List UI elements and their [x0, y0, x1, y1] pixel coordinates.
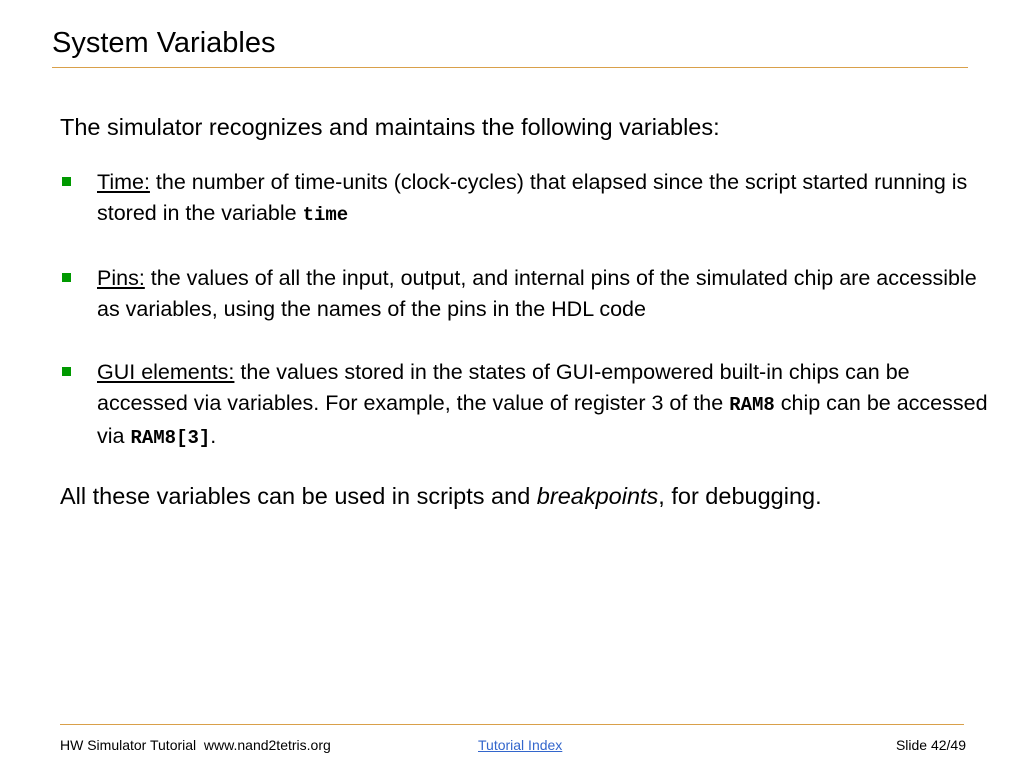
square-bullet-icon [62, 367, 71, 376]
list-item-pins [60, 263, 990, 325]
item-text: the number of time-units (clock-cycles) that elapsed since the script started running is stored in the variable [97, 170, 968, 225]
slide-number: Slide 42/49 [895, 737, 966, 753]
square-bullet-icon [62, 177, 71, 186]
intro-text: The simulator recognizes and maintains the following variables: [60, 114, 720, 140]
title-divider [52, 67, 968, 68]
closing-text [60, 481, 990, 511]
slide-content [60, 112, 990, 511]
closing-emphasis: breakpoints [536, 483, 659, 509]
footer-credit: HW Simulator Tutorial www.nand2tetris.org [60, 737, 331, 753]
code-time: time [302, 204, 349, 226]
list-item-time [60, 167, 990, 231]
list-item-gui-elements [60, 357, 990, 454]
term-gui-elements: GUI elements: [97, 360, 235, 384]
square-bullet-icon [62, 273, 71, 282]
footer-divider [60, 724, 964, 725]
code-ram8: RAM8 [729, 394, 775, 416]
item-text: the values stored in the states of GUI-empowered built-in chips can be accessed via variables. For example, the value of register 3 of the [97, 360, 910, 415]
closing-after: , for debugging. [658, 483, 822, 509]
variables-list [60, 167, 990, 454]
item-text: the values of all the input, output, and internal pins of the simulated chip are accessible as variables, using the names of the pins in the HDL code [97, 266, 977, 321]
item-text: . [210, 424, 217, 448]
slide-title: System Variables [52, 27, 276, 59]
tutorial-index-link[interactable]: Tutorial Index [478, 737, 563, 753]
term-time: Time: [97, 170, 150, 194]
code-ram8-3: RAM8[3] [130, 427, 211, 449]
item-text: chip can be accessed via [97, 391, 988, 448]
term-pins: Pins: [97, 266, 145, 290]
closing-before: All these variables can be used in scripts and [60, 483, 537, 509]
